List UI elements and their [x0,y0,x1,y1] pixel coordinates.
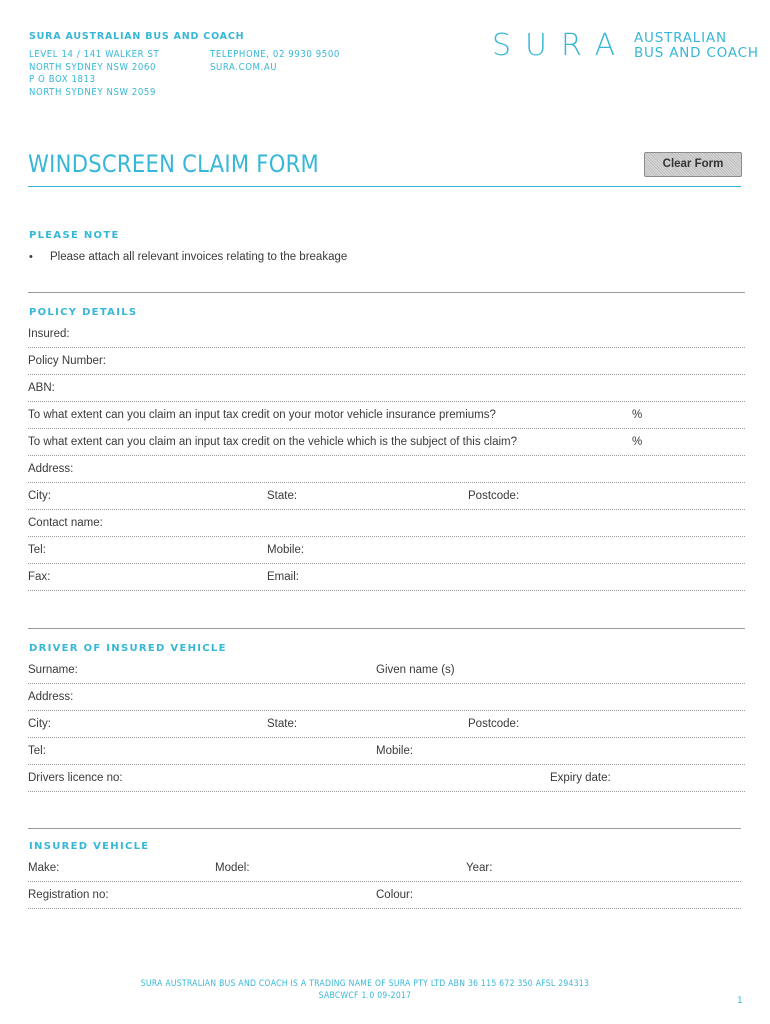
tax-credit-vehicle-field[interactable] [28,429,745,456]
insured-field[interactable] [28,321,745,348]
driver-name-row[interactable] [28,657,745,684]
percent-label: % [632,436,643,448]
driver-city-state-postcode-row[interactable] [28,711,745,738]
licence-label: Drivers licence no: [28,772,123,784]
policy-number-field[interactable] [28,348,745,375]
tel-label: Tel: [28,745,46,757]
abn-field[interactable] [28,375,745,402]
registration-label: Registration no: [28,889,109,901]
insured-vehicle-heading: INSURED VEHICLE [29,841,150,852]
logo-subtitle [634,31,759,61]
address-label: Address: [28,691,74,703]
given-name-label: Given name (s) [376,664,455,676]
logo-subtitle-line: BUS AND COACH [634,45,759,61]
insured-label: Insured: [28,328,70,340]
city-label: City: [28,490,51,502]
tax-credit-vehicle-label: To what extent can you claim an input tax credit on the vehicle which is the subject of this claim? [28,436,518,448]
page-title: WINDSCREEN CLAIM FORM [28,150,320,178]
page-number: 1 [737,996,743,1006]
policy-fax-email-row[interactable] [28,564,745,591]
state-label: State: [267,490,298,502]
address-label: Address: [28,463,74,475]
policy-number-label: Policy Number: [28,355,106,367]
section-divider [28,628,745,629]
section-divider [28,828,741,829]
policy-tel-mobile-row[interactable] [28,537,745,564]
address-line: P O BOX 1813 [29,74,96,85]
mobile-label: Mobile: [376,745,414,757]
footer-form-code: SABCWCF 1.0 09-2017 [318,991,412,1001]
address-line: NORTH SYDNEY NSW 2060 [29,61,157,73]
colour-label: Colour: [376,889,414,901]
contact-name-label: Contact name: [28,517,103,529]
company-name: SURA AUSTRALIAN BUS AND COACH [29,31,245,42]
fax-label: Fax: [28,571,51,583]
bullet-icon: • [29,251,33,263]
year-label: Year: [466,862,493,874]
email-label: Email: [267,571,299,583]
expiry-label: Expiry date: [550,772,611,784]
city-label: City: [28,718,51,730]
tax-credit-premiums-field[interactable] [28,402,745,429]
policy-details-heading: POLICY DETAILS [29,307,138,318]
section-divider [28,292,745,293]
make-label: Make: [28,862,60,874]
model-label: Model: [215,862,250,874]
vehicle-make-model-year-row[interactable] [28,855,741,882]
address-line: NORTH SYDNEY NSW 2059 [29,86,157,98]
company-contact [210,49,340,74]
please-note-text: Please attach all relevant invoices relating to the breakage [50,251,348,263]
please-note-heading: PLEASE NOTE [29,230,120,241]
sura-logo: SURA [492,28,630,63]
clear-form-button[interactable]: Clear Form [644,152,742,177]
telephone: TELEPHONE, 02 9930 9500 [210,49,340,60]
vehicle-registration-colour-row[interactable] [28,882,741,909]
mobile-label: Mobile: [267,544,305,556]
surname-label: Surname: [28,664,78,676]
address-line: LEVEL 14 / 141 WALKER ST [29,49,160,60]
abn-label: ABN: [28,382,55,394]
company-address [29,49,159,99]
logo-subtitle-line: AUSTRALIAN [634,30,727,46]
postcode-label: Postcode: [468,718,520,730]
footer-legal: SURA AUSTRALIAN BUS AND COACH IS A TRADING NAME OF SURA PTY LTD ABN 36 115 672 350 AFSL 294313 [140,979,590,989]
title-divider [28,186,741,187]
contact-name-field[interactable] [28,510,745,537]
tel-label: Tel: [28,544,46,556]
state-label: State: [267,718,298,730]
policy-city-state-postcode-row[interactable] [28,483,745,510]
driver-heading: DRIVER OF INSURED VEHICLE [29,643,227,654]
driver-licence-row[interactable] [28,765,745,792]
policy-address-field[interactable] [28,456,745,483]
website: SURA.COM.AU [210,61,278,73]
postcode-label: Postcode: [468,490,520,502]
driver-tel-mobile-row[interactable] [28,738,745,765]
percent-label: % [632,409,643,421]
driver-address-field[interactable] [28,684,745,711]
tax-credit-premiums-label: To what extent can you claim an input tax credit on your motor vehicle insurance premiums? [28,409,496,421]
